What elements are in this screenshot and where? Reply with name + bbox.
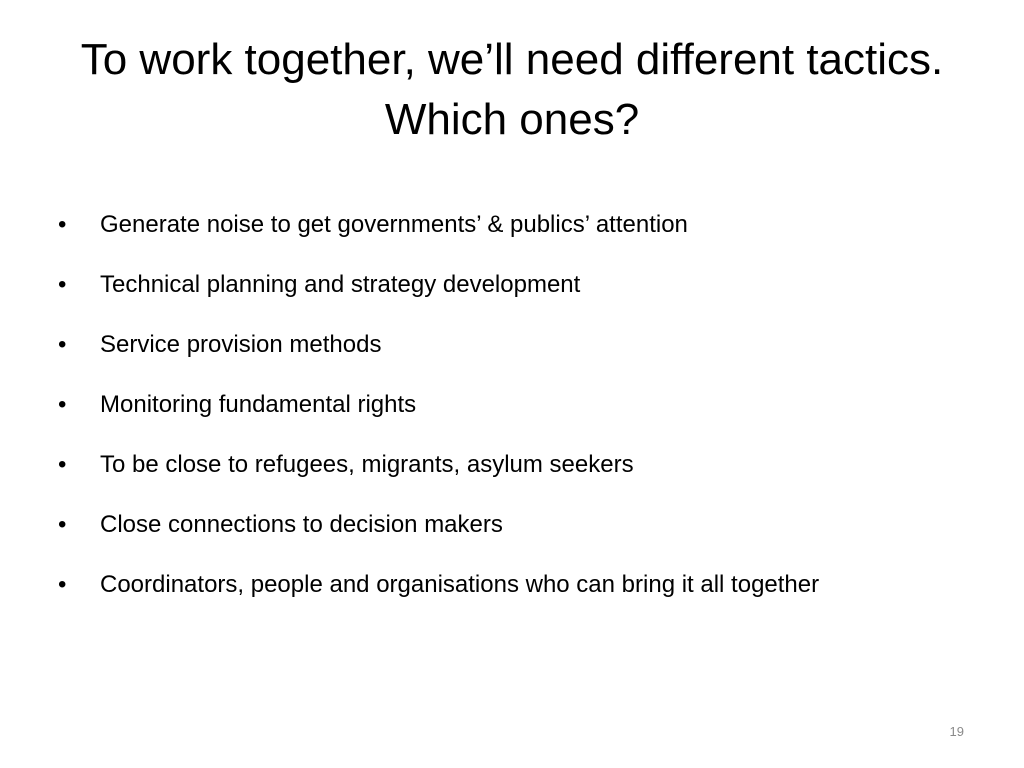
bullet-item bbox=[58, 205, 998, 265]
bullet-item bbox=[58, 445, 998, 505]
bullet-mark: • bbox=[58, 271, 67, 298]
slide-number: 19 bbox=[949, 724, 964, 739]
bullet-item bbox=[58, 565, 998, 625]
bullet-mark: • bbox=[58, 451, 67, 478]
bullet-text: Service provision methods bbox=[100, 331, 382, 358]
bullet-text: Technical planning and strategy development bbox=[100, 271, 581, 298]
bullet-text: Generate noise to get governments’ & publics’ attention bbox=[100, 211, 688, 238]
slide-title: To work together, we’ll need different tactics. Which ones? bbox=[80, 35, 944, 144]
bullet-text: Monitoring fundamental rights bbox=[100, 391, 417, 418]
bullet-mark: • bbox=[58, 391, 67, 418]
bullet-text: Close connections to decision makers bbox=[100, 511, 503, 538]
bullet-text: Coordinators, people and organisations who can bring it all together bbox=[100, 571, 820, 598]
bullet-mark: • bbox=[58, 511, 67, 538]
bullet-item bbox=[58, 385, 998, 445]
bullet-mark: • bbox=[58, 331, 67, 358]
bullet-item bbox=[58, 265, 998, 325]
bullet-mark: • bbox=[58, 571, 67, 598]
bullet-text: To be close to refugees, migrants, asylum seekers bbox=[100, 451, 634, 478]
bullet-item bbox=[58, 505, 998, 565]
bullet-list bbox=[58, 205, 998, 625]
bullet-mark: • bbox=[58, 211, 67, 238]
bullet-item bbox=[58, 325, 998, 385]
